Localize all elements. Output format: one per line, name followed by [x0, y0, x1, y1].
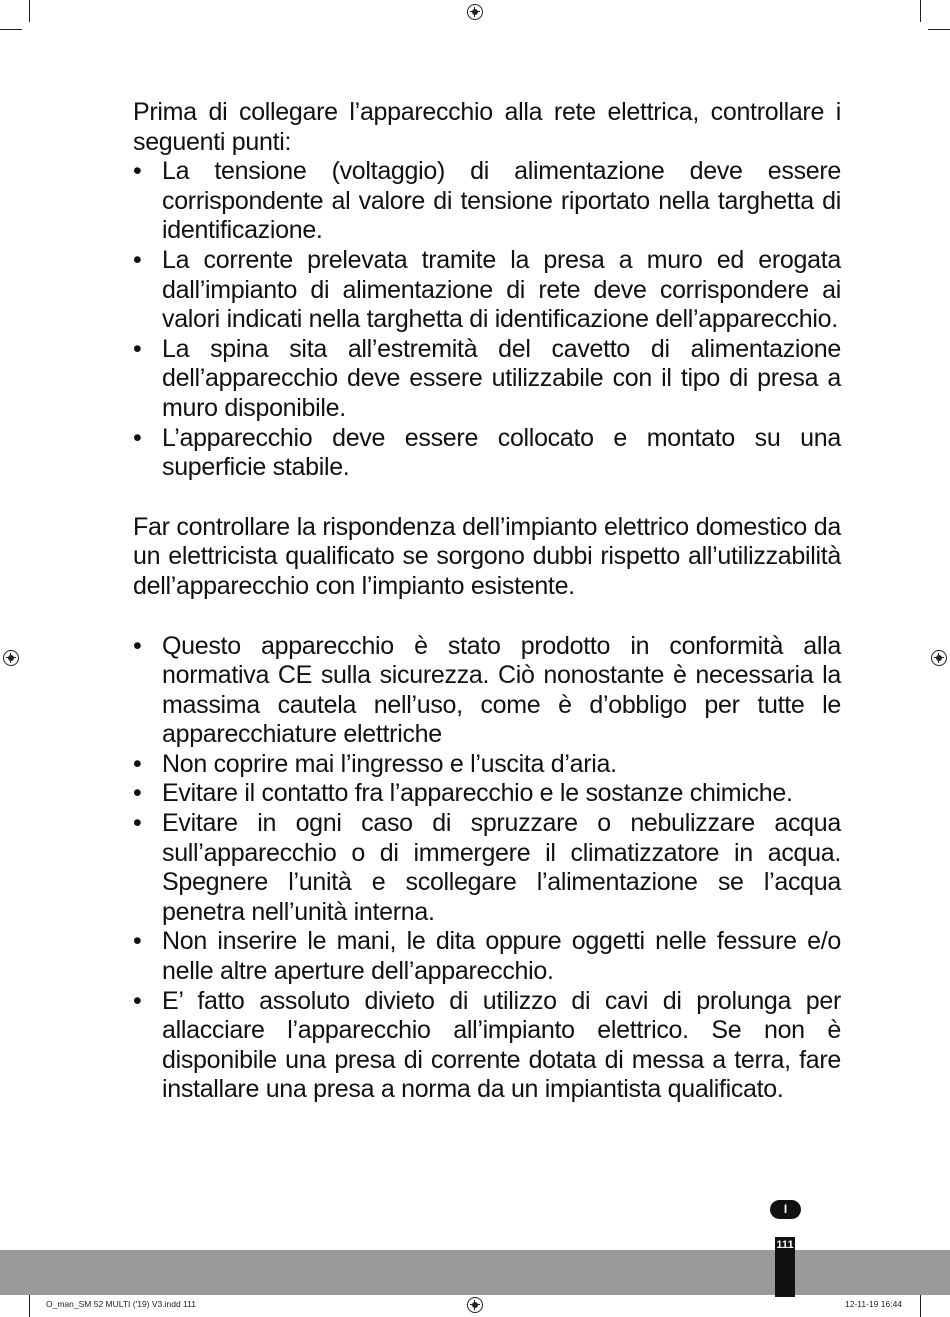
- registration-mark-bottom-icon: [467, 1297, 483, 1313]
- crop-mark-top-left: [29, 0, 30, 22]
- registration-mark-top-icon: [467, 4, 483, 20]
- check-list-item: • La spina sita all’estremità del cavetto di alimentazione dell’apparecchio deve essere utilizzabile con il tipo di presa a muro disponibile.: [133, 335, 841, 424]
- check-list-item: • La tensione (voltaggio) di alimentazione deve essere corrispondente al valore di tensione riportato nella targhetta di identificazione.: [133, 157, 841, 246]
- page-number: 111: [776, 1239, 794, 1251]
- footer-band: [0, 1250, 950, 1295]
- print-slug-filename: O_man_SM 52 MULTI ('19) V3.indd 111: [46, 1299, 196, 1309]
- check-list-item: • La corrente prelevata tramite la presa a muro ed erogata dall’impianto di alimentazione di rete deve corrispondere ai valori indicati nella targhetta di identificazione dell’apparecchio.: [133, 246, 841, 335]
- safety-list-item: • Evitare il contatto fra l’apparecchio e le sostanze chimiche.: [133, 779, 841, 809]
- print-slug-date: 12-11-19 16:44: [845, 1299, 903, 1309]
- safety-list-item: • Questo apparecchio è stato prodotto in conformità alla normativa CE sulla sicurezza. Ciò nonostante è necessaria la massima cautela nell’uso, come è d’obbligo per tutte le apparecchiature elettriche: [133, 632, 841, 750]
- crop-mark-bottom-right: [920, 1295, 921, 1317]
- registration-mark-left-icon: [3, 650, 19, 666]
- manual-page-content: [133, 98, 841, 1105]
- language-badge: I: [770, 1200, 801, 1219]
- safety-list: [133, 632, 841, 1106]
- crop-mark-bottom-left: [29, 1295, 30, 1317]
- safety-list-item: • Non inserire le mani, le dita oppure oggetti nelle fessure e/o nelle altre aperture dell’apparecchio.: [133, 927, 841, 986]
- registration-mark-right-icon: [931, 650, 947, 666]
- safety-list-item: • E’ fatto assoluto divieto di utilizzo di cavi di prolunga per allacciare l’apparecchio all’impianto elettrico. Se non è disponibile una presa di corrente dotata di messa a terra, fare installare una presa a norma da un impiantista qualificato.: [133, 987, 841, 1105]
- safety-list-item: • Non coprire mai l’ingresso e l’uscita d’aria.: [133, 750, 841, 780]
- crop-mark-top-left: [0, 29, 22, 30]
- safety-list-item: • Evitare in ogni caso di spruzzare o nebulizzare acqua sull’apparecchio o di immergere il climatizzatore in acqua. Spegnere l’unità e scollegare l’alimentazione se l’acqua penetra nell’unità interna.: [133, 809, 841, 927]
- check-list: [133, 157, 841, 483]
- electrician-paragraph: Far controllare la rispondenza dell’impianto elettrico domestico da un elettricista qualificato se sorgono dubbi rispetto all’utilizzabilità dell’apparecchio con l’impianto esistente.: [133, 512, 841, 600]
- check-list-item: • L’apparecchio deve essere collocato e montato su una superficie stabile.: [133, 424, 841, 483]
- intro-paragraph: Prima di collegare l’apparecchio alla rete elettrica, controllare i seguenti punti:: [133, 98, 841, 156]
- crop-mark-top-right: [928, 29, 950, 30]
- crop-mark-top-right: [920, 0, 921, 22]
